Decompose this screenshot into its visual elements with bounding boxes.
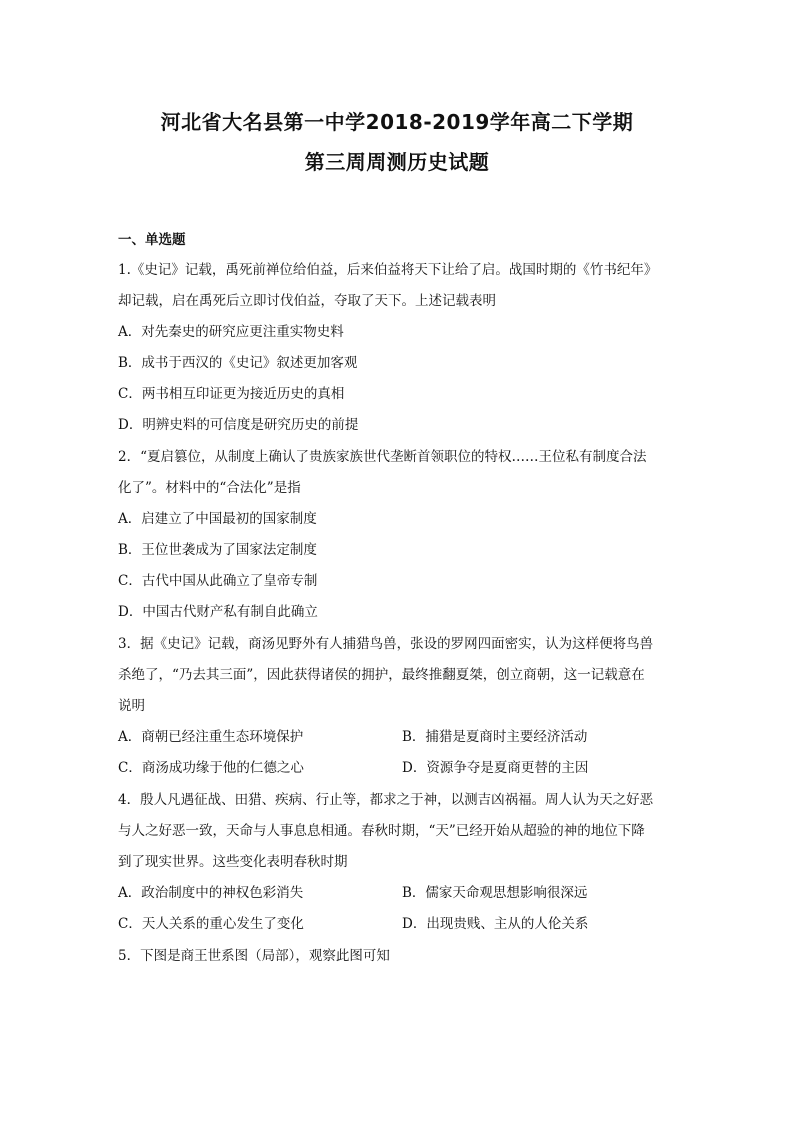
q2-option-b: B．王位世袭成为了国家法定制度 xyxy=(118,542,317,558)
q1-option-b: B．成书于西汉的《史记》叙述更加客观 xyxy=(118,355,358,371)
q3-stem-line-1: 3．据《史记》记载，商汤见野外有人捕猎鸟兽，张设的罗网四面密实，认为这样便将鸟兽 xyxy=(118,636,654,652)
q1-option-a: A．对先秦史的研究应更注重实物史料 xyxy=(118,324,344,340)
q3-stem-line-2: 杀绝了，“乃去其三面”，因此获得诸侯的拥护，最终推翻夏桀，创立商朝，这一记载意在 xyxy=(118,667,645,683)
q3-option-a: A．商朝已经注重生态环境保护 xyxy=(118,729,304,745)
q4-stem-line-3: 到了现实世界。这些变化表明春秋时期 xyxy=(118,854,348,870)
q3-stem-line-3: 说明 xyxy=(118,698,145,714)
q2-option-c: C．古代中国从此确立了皇帝专制 xyxy=(118,573,318,589)
q4-option-a: A．政治制度中的神权色彩消失 xyxy=(118,885,304,901)
q5-stem-line-1: 5．下图是商王世系图（局部），观察此图可知 xyxy=(118,948,390,964)
q3-option-d: D．资源争夺是夏商更替的主因 xyxy=(402,760,589,776)
q1-stem-line-1: 1.《史记》记载，禹死前禅位给伯益，后来伯益将天下让给了启。战国时期的《竹书纪年》 xyxy=(118,262,658,278)
q4-stem-line-1: 4．殷人凡遇征战、田猎、疾病、行止等，都求之于神，以测吉凶祸福。周人认为天之好恶 xyxy=(118,792,654,808)
exam-subtitle: 第三周周测历史试题 xyxy=(304,150,490,174)
q4-stem-line-2: 与人之好恶一致，天命与人事息息相通。春秋时期，“天”已经开始从超验的神的地位下降 xyxy=(118,823,645,839)
q4-option-c: C．天人关系的重心发生了变化 xyxy=(118,916,304,932)
q4-option-d: D．出现贵贱、主从的人伦关系 xyxy=(402,916,589,932)
exam-title: 河北省大名县第一中学2018-2019学年高二下学期 xyxy=(160,110,634,134)
q1-option-d: D．明辨史料的可信度是研究历史的前提 xyxy=(118,417,359,433)
q3-option-b: B．捕猎是夏商时主要经济活动 xyxy=(402,729,588,745)
q1-stem-line-2: 却记载，启在禹死后立即讨伐伯益，夺取了天下。上述记载表明 xyxy=(118,293,496,309)
q4-option-b: B．儒家天命观思想影响很深远 xyxy=(402,885,588,901)
q2-option-d: D．中国古代财产私有制自此确立 xyxy=(118,604,318,620)
q2-option-a: A．启建立了中国最初的国家制度 xyxy=(118,511,317,527)
q2-stem-line-2: 化了”。材料中的“合法化”是指 xyxy=(118,480,301,496)
q3-option-c: C．商汤成功缘于他的仁德之心 xyxy=(118,760,304,776)
section-heading: 一、单选题 xyxy=(118,232,186,248)
q2-stem-line-1: 2．“夏启篡位，从制度上确认了贵族家族世代垄断首领职位的特权……王位私有制度合法 xyxy=(118,449,647,465)
q1-option-c: C．两书相互印证更为接近历史的真相 xyxy=(118,386,345,402)
